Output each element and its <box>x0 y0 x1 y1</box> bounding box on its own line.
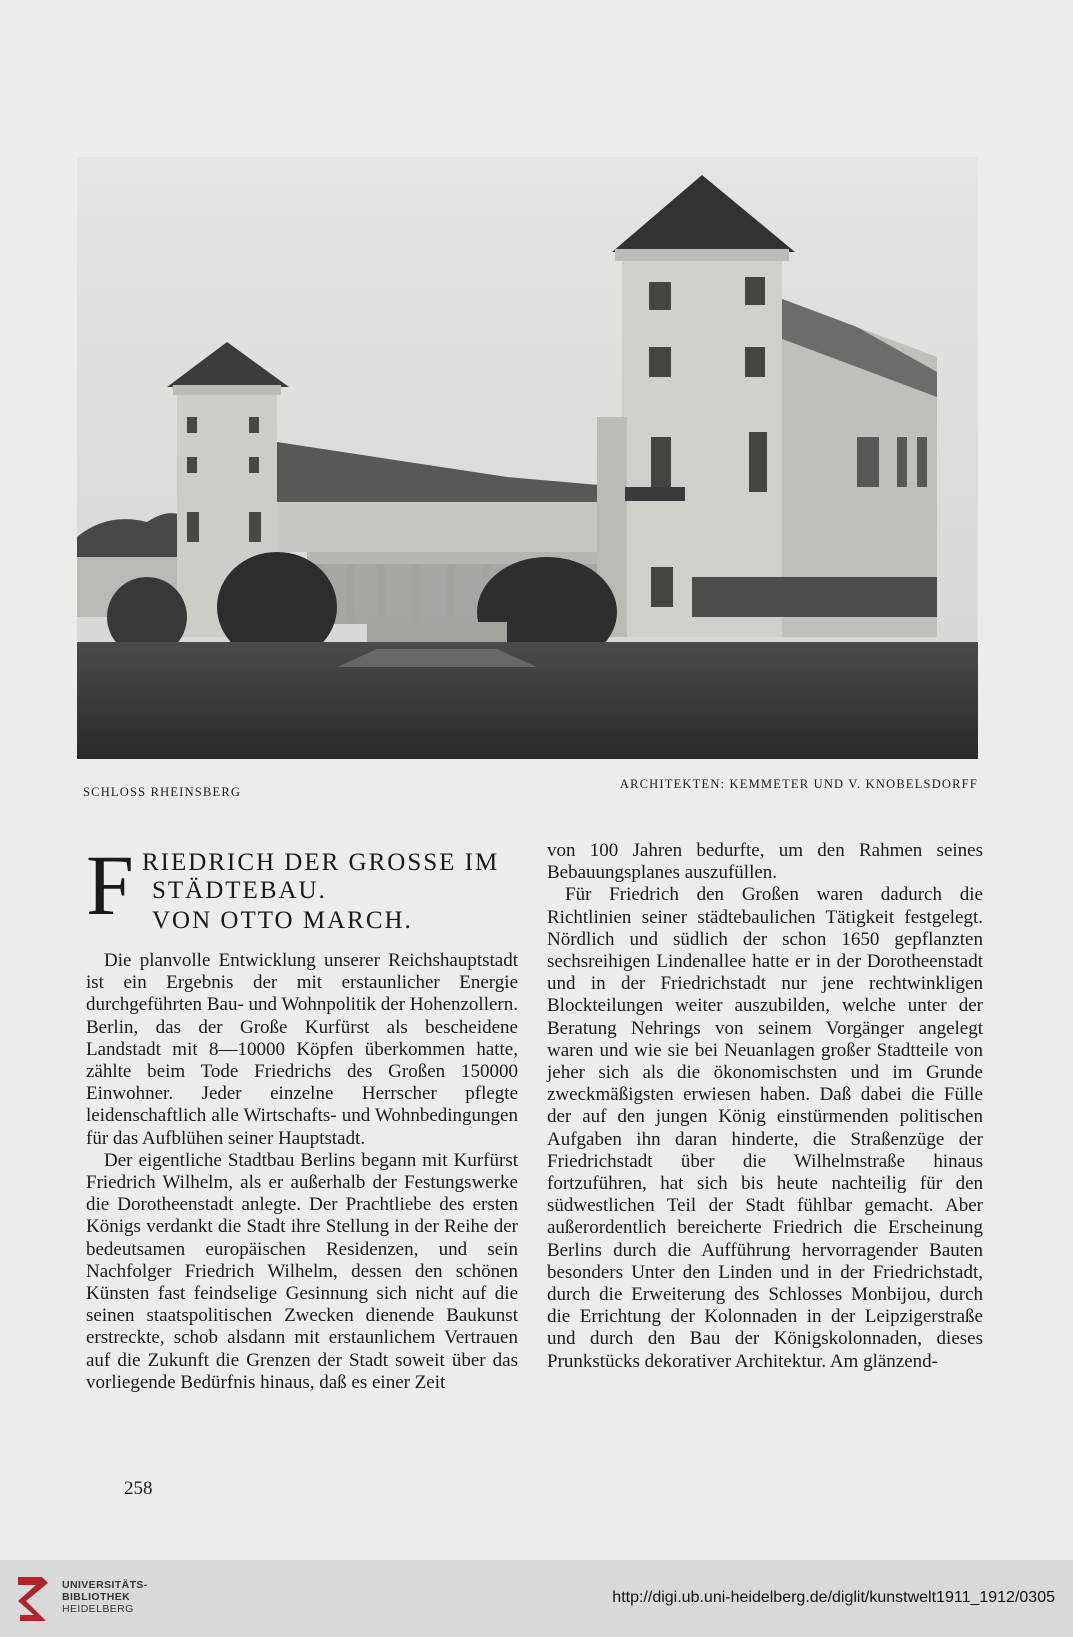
permalink-url[interactable]: http://digi.ub.uni-heidelberg.de/diglit/kunstwelt1911_1912/0305 <box>612 1589 1055 1606</box>
headline-line-1: RIEDRICH DER GROSSE IM <box>142 849 500 876</box>
library-name-line-3: HEIDELBERG <box>62 1603 134 1615</box>
drop-cap: F <box>86 837 134 933</box>
university-library-logo-icon[interactable] <box>12 1571 54 1627</box>
castle-photograph <box>77 157 978 759</box>
library-name-line-2: BIBLIOTHEK <box>62 1591 131 1603</box>
photo-schloss-rheinsberg <box>77 157 978 759</box>
library-name-line-1: UNIVERSITÄTS- <box>62 1579 148 1591</box>
paragraph: von 100 Jahren bedurfte, um den Rahmen seines Bebauungsplanes auszufüllen. <box>547 840 983 884</box>
paragraph: Die planvolle Entwicklung unserer Reichshauptstadt ist ein Ergebnis der mit erstaunlicher Energie durchgeführten Bau- und Wohnpolitik der Hohenzollern. Berlin, das der Große Kurfürst als bescheidene Landstadt mit 8—10000 Köpfen überkommen hatte, zählte beim Tode Friedrichs des Großen 150000 Einwohner. Jeder einzelne Herrscher pflegte leidenschaftlich alle Wirtschafts- und Wohnbedingungen für das Aufblühen seiner Hauptstadt. <box>86 950 518 1149</box>
viewer-footer-bar <box>0 1560 1073 1637</box>
text-column-right <box>547 840 983 1373</box>
byline: VON OTTO MARCH. <box>152 907 413 934</box>
text-column-left <box>86 837 518 1394</box>
page-number: 258 <box>124 1478 153 1499</box>
library-name <box>62 1579 148 1615</box>
paragraph: Der eigentliche Stadtbau Berlins begann mit Kurfürst Friedrich Wilhelm, als er außerhalb der Festungswerke die Dorotheenstadt anlegte. Der Prachtliebe des ersten Königs verdankt die Stadt ihre Stellung in der Reihe der bedeutsamen europäischen Residenzen, und sein Nachfolger Friedrich Wilhelm, dessen den schönen Künsten fast feindselige Gesinnung sich nicht auf die seinen staatspolitischen Zwecken dienende Baukunst erstreckte, schob alsdann mit erstaunlichem Vertrauen auf die Zukunft die Grenzen der Stadt soweit über das vorliegende Bedürfnis hinaus, daß es einer Zeit <box>86 1149 518 1393</box>
paragraph: Für Friedrich den Großen waren dadurch die Richtlinien seiner städtebaulichen Tätigkeit festgelegt. Nördlich und südlich der schon 1650 gepflanzten sechsreihigen Lindenallee hatte er in der Dorotheenstadt und in der Friedrichstadt nur jene rechtwinkligen Blockteilungen weiter auszubilden, welche unter der Beratung Nehrings von seinem Vorgänger angelegt waren und wie sie bei Neuanlagen großer Stadtteile von jeher sich als die ökonomischsten und im Grunde zweckmäßigsten erwiesen haben. Daß dabei die Fülle der auf den jungen König einstürmenden politischen Aufgaben ihn daran hinderte, die Straßenzüge der Friedrichstadt über die Wilhelmstraße hinaus fortzuführen, hat sich bis heute nachteilig für den südwestlichen Teil der Stadt fühlbar gemacht. Aber außerordentlich bereicherte Friedrich die Erscheinung Berlins durch die Aufführung hervorragender Bauten besonders Unter den Linden und in der Friedrichstadt, durch die Erweiterung des Schlosses Monbijou, durch die Errichtung der Kolonnaden in der Leipzigerstraße und durch den Bau der Königskolonnaden, dieses Prunkstücks dekorativer Architektur. Am glänzend- <box>547 884 983 1372</box>
photo-caption-architects: ARCHITEKTEN: KEMMETER UND V. KNOBELSDORFF <box>619 777 978 791</box>
article-headline <box>86 837 518 942</box>
headline-line-2: STÄDTEBAU. <box>152 877 327 904</box>
photo-caption-title: SCHLOSS RHEINSBERG <box>83 785 242 799</box>
